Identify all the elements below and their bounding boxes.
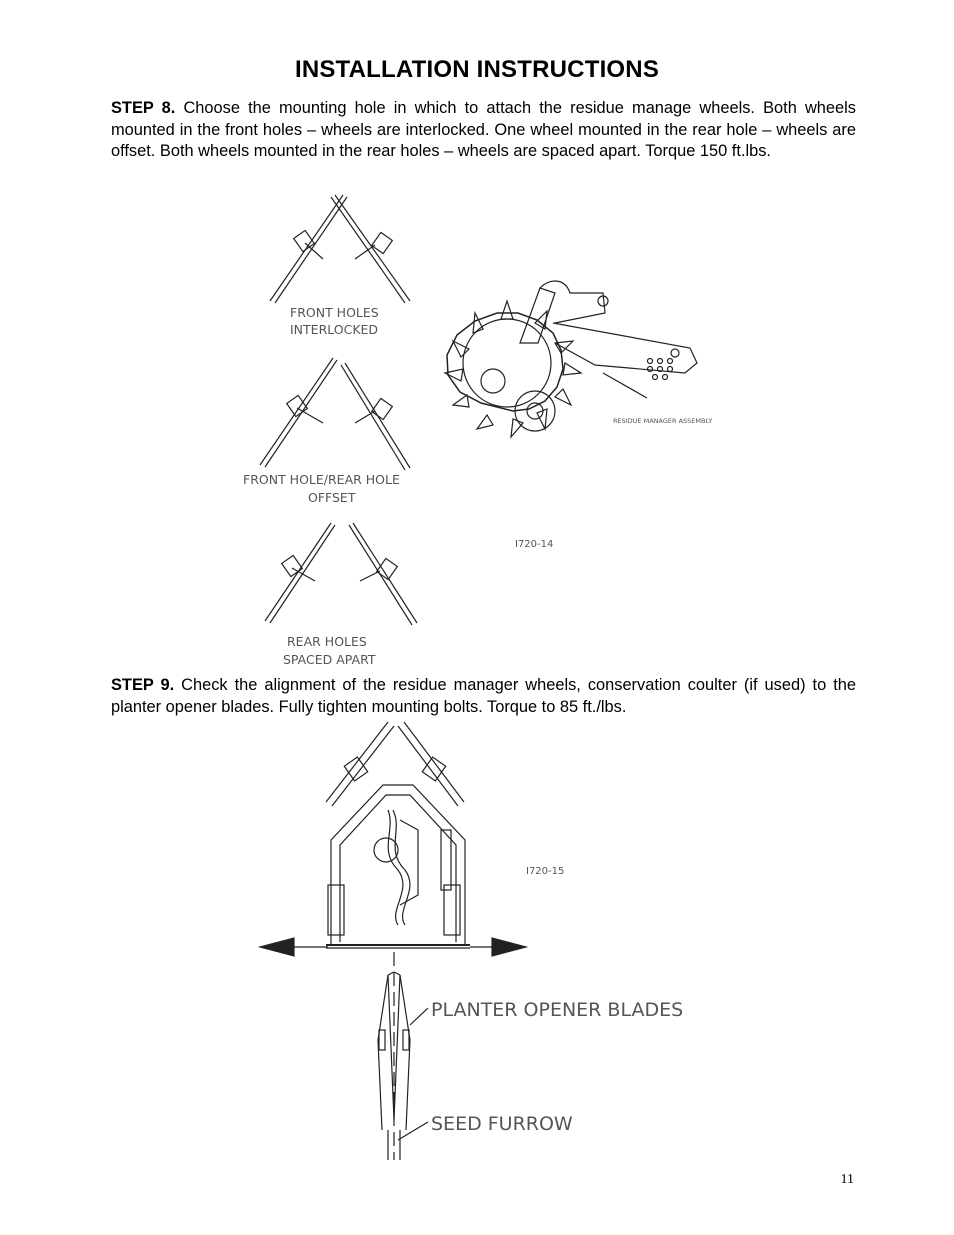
leader-seed-furrow	[398, 1122, 428, 1140]
label-planter-opener-blades: PLANTER OPENER BLADES	[431, 999, 684, 1021]
step-9-paragraph	[111, 675, 856, 718]
config-front-holes-diagram	[270, 195, 410, 303]
figure-wheel-configurations	[235, 183, 735, 673]
label-front-holes-2: INTERLOCKED	[290, 322, 379, 337]
residue-manager-assembly-drawing	[445, 281, 697, 437]
label-rear-holes-2: SPACED APART	[283, 652, 376, 667]
config-offset-diagram	[260, 358, 410, 470]
label-offset-1: FRONT HOLE/REAR HOLE	[243, 472, 400, 487]
step-9-label: STEP 9.	[111, 676, 175, 694]
label-front-holes-1: FRONT HOLES	[290, 305, 379, 320]
label-seed-furrow: SEED FURROW	[431, 1113, 573, 1135]
step-9-text: Check the alignment of the residue manager wheels, conservation coulter (if used) to the planter opener blades. Fully tighten mounting bolts. Torque to 85 ft./lbs.	[111, 676, 856, 716]
page-number: 11	[840, 1172, 854, 1187]
leader-opener-blades	[410, 1008, 428, 1025]
step-8-text: Choose the mounting hole in which to attach the residue manage wheels. Both wheels mounted in the front holes – wheels are interlocked. One wheel mounted in the rear hole – wheels are offset. Both wheels mounted in the rear holes – wheels are spaced apart. Torque 150 ft.lbs.	[111, 99, 856, 160]
figure-1-id: I720-14	[515, 539, 554, 550]
label-rear-holes-1: REAR HOLES	[287, 634, 367, 649]
page-title: INSTALLATION INSTRUCTIONS	[294, 56, 660, 83]
figure-alignment	[248, 720, 723, 1160]
step-8-paragraph	[111, 98, 856, 163]
step-8-label: STEP 8.	[111, 99, 176, 117]
config-rear-holes-diagram	[265, 523, 417, 625]
figure-2-id: I720-15	[526, 866, 565, 877]
alignment-arrows	[260, 938, 526, 956]
label-offset-2: OFFSET	[308, 490, 356, 505]
label-residue-manager-assembly: RESIDUE MANAGER ASSEMBLY	[613, 417, 713, 425]
residue-manager-top-view	[326, 722, 470, 948]
